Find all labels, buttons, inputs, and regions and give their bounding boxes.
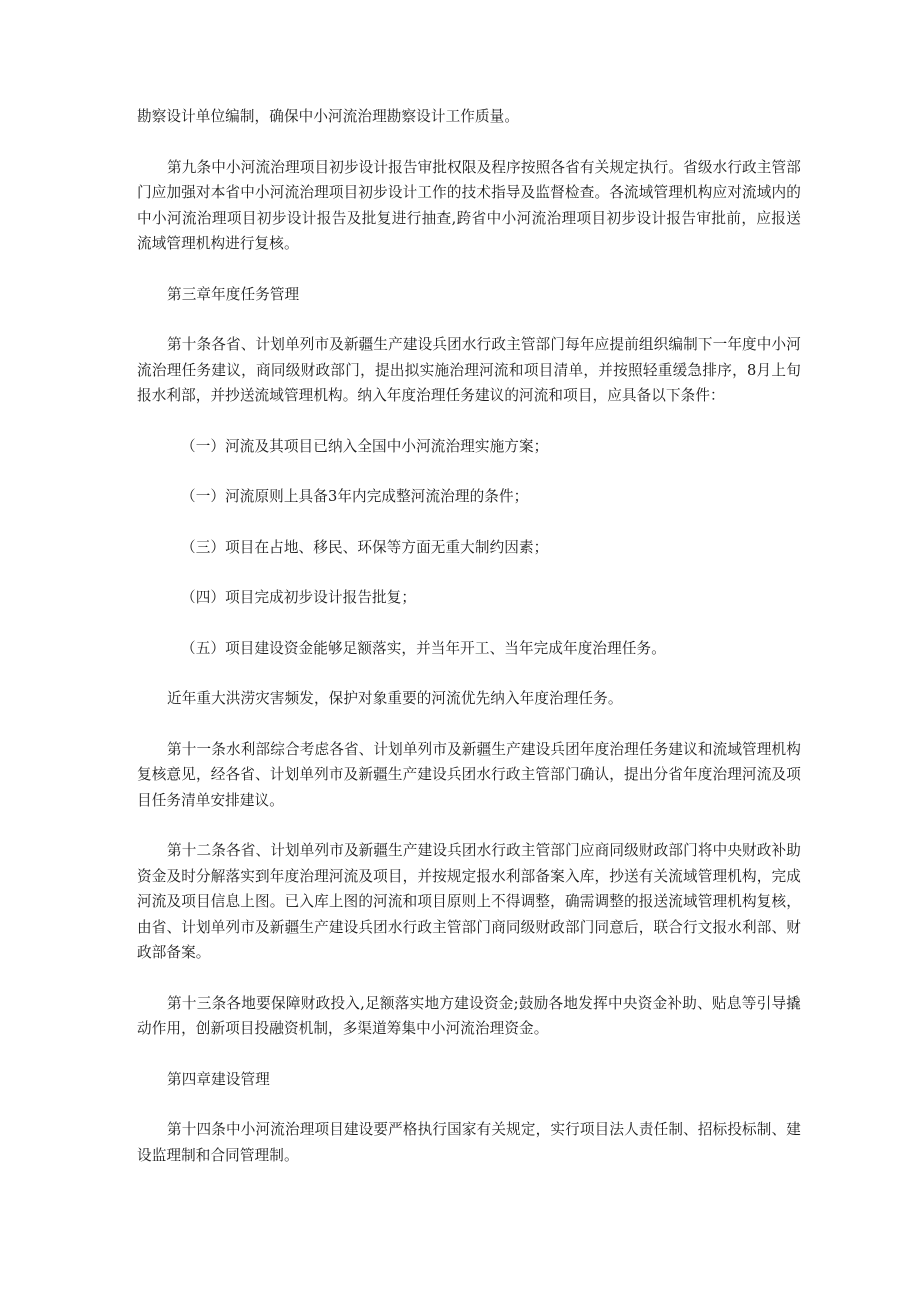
condition-item-2: （一）河流原则上具备3年内完成整河流治理的条件；: [181, 488, 529, 505]
paragraph-continuation: 勘察设计单位编制，确保中小河流治理勘察设计工作质量。: [137, 108, 520, 125]
article-12: 第十二条各省、计划单列市及新疆生产建设兵团水行政主管部门应商同级财政部门将中央财政补助资金及时分解落实到年度治理河流及项目，并按规定报水利部备案入库，抄送有关流域管理机构，完成河流及项目信息上图。已入库上图的河流和项目原则上不得调整，确需调整的报送流域管理机构复核，由省、计划单列市及新疆生产建设兵团水行政主管部门商同级财政部门同意后，联合行文报水利部、财政部备案。: [137, 842, 801, 961]
priority-note: 近年重大洪涝灾害频发，保护对象重要的河流优先纳入年度治理任务。: [167, 690, 623, 707]
chapter-4-heading: 第四章建设管理: [167, 1070, 270, 1088]
article-13: 第十三条各地要保障财政投入,足额落实地方建设资金;鼓励各地发挥中央资金补助、贴息等引导撬动作用，创新项目投融资机制，多渠道筹集中小河流治理资金。: [137, 994, 801, 1037]
article-11: 第十一条水利部综合考虑各省、计划单列市及新疆生产建设兵团年度治理任务建议和流域管理机构复核意见，经各省、计划单列市及新疆生产建设兵团水行政主管部门确认，提出分省年度治理河流及项目任务清单安排建议。: [137, 740, 801, 809]
condition-item-1: （一）河流及其项目已纳入全国中小河流治理实施方案；: [181, 437, 549, 455]
article-9: 第九条中小河流治理项目初步设计报告审批权限及程序按照各省有关规定执行。省级水行政主管部门应加强对本省中小河流治理项目初步设计工作的技术指导及监督检查。各流域管理机构应对流域内的中小河流治理项目初步设计报告及批复进行抽查,跨省中小河流治理项目初步设计报告审批前，应报送流域管理机构进行复核。: [137, 158, 801, 252]
article-10: 第十条各省、计划单列市及新疆生产建设兵团水行政主管部门每年应提前组织编制下一年度中小河流治理任务建议，商同级财政部门，提出拟实施治理河流和项目清单，并按照轻重缓急排序，8月上旬报水利部，并抄送流域管理机构。纳入年度治理任务建议的河流和项目，应具备以下条件：: [137, 336, 801, 404]
article-14: 第十四条中小河流治理项目建设要严格执行国家有关规定，实行项目法人责任制、招标投标制、建设监理制和合同管理制。: [137, 1121, 801, 1164]
condition-item-3: （三）项目在占地、移民、环保等方面无重大制约因素；: [181, 538, 549, 556]
document-page: [137, 104, 801, 1168]
condition-item-5: （五）项目建设资金能够足额落实，并当年开工、当年完成年度治理任务。: [181, 639, 666, 657]
condition-item-4: （四）项目完成初步设计报告批复；: [181, 589, 417, 606]
chapter-3-heading: 第三章年度任务管理: [167, 285, 300, 303]
